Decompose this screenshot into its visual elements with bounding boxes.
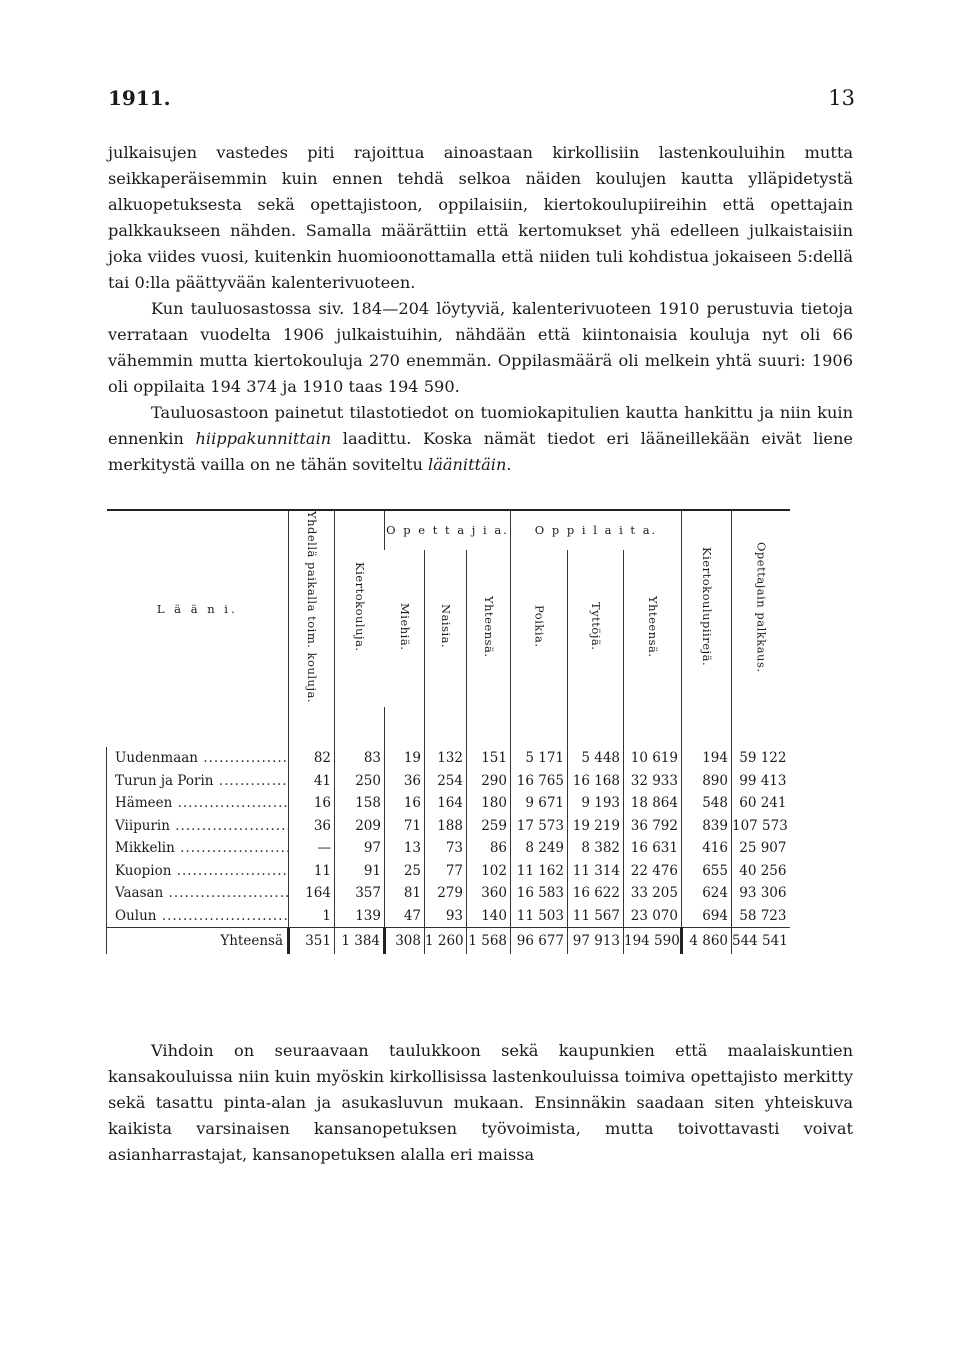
table-cell: 47 (385, 905, 425, 928)
table-cell: 279 (425, 882, 467, 905)
table-cell: 5 171 (511, 747, 568, 770)
table-cell: 16 (385, 792, 425, 815)
table-cell: 9 671 (511, 792, 568, 815)
table-cell: 25 (385, 860, 425, 883)
table-row (107, 747, 790, 770)
table-cell: 86 (467, 837, 511, 860)
table-cell: 416 (682, 837, 732, 860)
table-cell: 40 256 (732, 860, 790, 883)
table-cell: 151 (467, 747, 511, 770)
table-body (107, 747, 790, 954)
table-cell: 91 (335, 860, 385, 883)
row-label: Hämeen ..... (107, 792, 289, 815)
total-cell: 96 677 (511, 928, 568, 955)
table-cell: 71 (385, 815, 425, 838)
table-cell: 140 (467, 905, 511, 928)
table-cell: 18 864 (624, 792, 682, 815)
table-cell: — (289, 837, 335, 860)
table-row (107, 792, 790, 815)
table-cell: 102 (467, 860, 511, 883)
table-cell: 99 413 (732, 770, 790, 793)
table-cell: 22 476 (624, 860, 682, 883)
header-girls: Tyttöjä. (568, 550, 624, 707)
table-cell: 82 (289, 747, 335, 770)
table-cell: 11 162 (511, 860, 568, 883)
table-row (107, 905, 790, 928)
table-cell: 890 (682, 770, 732, 793)
table-row (107, 860, 790, 883)
total-cell: 308 (385, 928, 425, 955)
header-teachers-group: O p e t t a j i a. (385, 510, 511, 550)
table-row (107, 882, 790, 905)
row-label: Oulun ..... (107, 905, 289, 928)
table-cell: 17 573 (511, 815, 568, 838)
table-cell: 250 (335, 770, 385, 793)
table-cell: 158 (335, 792, 385, 815)
table-cell: 19 (385, 747, 425, 770)
table-total-row (107, 928, 790, 955)
table-cell: 32 933 (624, 770, 682, 793)
table-cell: 164 (289, 882, 335, 905)
table-cell: 73 (425, 837, 467, 860)
table-cell: 5 448 (568, 747, 624, 770)
table-cell: 107 573 (732, 815, 790, 838)
table-cell: 16 (289, 792, 335, 815)
table-cell: 60 241 (732, 792, 790, 815)
header-fixed-schools: Yhdellä paikalla toim. kouluja. (289, 510, 335, 707)
total-cell: 351 (289, 928, 335, 955)
table-cell: 93 (425, 905, 467, 928)
table-cell: 188 (425, 815, 467, 838)
table-cell: 16 583 (511, 882, 568, 905)
table-cell: 10 619 (624, 747, 682, 770)
table-cell: 77 (425, 860, 467, 883)
table-cell: 16 168 (568, 770, 624, 793)
table-cell: 41 (289, 770, 335, 793)
paragraph-3 (108, 400, 853, 478)
total-cell: 544 541 (732, 928, 790, 955)
total-cell: 1 568 (467, 928, 511, 955)
table-cell: 16 765 (511, 770, 568, 793)
table-cell: 83 (335, 747, 385, 770)
table-cell: 624 (682, 882, 732, 905)
total-cell: 1 260 (425, 928, 467, 955)
table-cell: 164 (425, 792, 467, 815)
header-pupils-group: O p p i l a i t a. (511, 510, 682, 550)
table-cell: 209 (335, 815, 385, 838)
body-text-bottom (108, 1038, 853, 1168)
paragraph-2: Kun tauluosastossa siv. 184—204 löytyviä, kalenterivuoteen 1910 perustuvia tietoja verrataan vuodelta 1906 julkaistuihin, nähdään että kiintonaisia kouluja nyt oli 66 vähemmin mutta kiertokouluja 270 enemmän. Oppilasmäärä oli melkein yhtä suuri: 1906 oli oppilaita 194 374 ja 1910 taas 194 590. (108, 299, 853, 396)
row-label: Viipurin ..... (107, 815, 289, 838)
paragraph-3-part2: laadittu. Koska nämät tiedot eri lääneillekään eivät liene merkitystä vailla on ne tähän soviteltu (108, 429, 854, 474)
row-label: Kuopion ..... (107, 860, 289, 883)
table-row (107, 815, 790, 838)
statistics-table (106, 509, 790, 954)
header-districts: Kiertokoulupiirejä. (682, 510, 732, 707)
total-label: Yhteensä (107, 928, 289, 955)
table-cell: 694 (682, 905, 732, 928)
table-cell: 360 (467, 882, 511, 905)
italic-hiippakunnittain: hiippakunnittain (195, 429, 332, 448)
table-cell: 16 631 (624, 837, 682, 860)
header-boys: Poikia. (511, 550, 568, 707)
table-cell: 13 (385, 837, 425, 860)
header-circulating-schools: Kiertokouluja. (335, 510, 385, 707)
table-cell: 59 122 (732, 747, 790, 770)
row-label: Turun ja Porin ..... (107, 770, 289, 793)
header-teachers-total: Yhteensä. (467, 550, 511, 707)
table-cell: 139 (335, 905, 385, 928)
table-cell: 132 (425, 747, 467, 770)
table-cell: 97 (335, 837, 385, 860)
table-cell: 33 205 (624, 882, 682, 905)
paragraph-3-part3: . (506, 455, 512, 474)
header-women: Naisia. (425, 550, 467, 707)
paragraph-4: Vihdoin on seuraavaan taulukkoon sekä kaupunkien että maalaiskuntien kansakouluissa niin kuin myöskin kirkollisissa lastenkouluissa toimiva opettajisto merkitty sekä tasattu pinta-alan ja asukasluvun mukaan. Ensinnäkin saadaan siten yhteiskuva kaikista varsinaisen kansanopetuksen työvoimista, mutta toivottavasti voivat asianharrastajat, kansanopetuksen alalla eri maissa (108, 1041, 853, 1164)
table-cell: 36 (385, 770, 425, 793)
table-cell: 36 792 (624, 815, 682, 838)
header-pupils-total: Yhteensä. (624, 550, 682, 707)
total-cell: 97 913 (568, 928, 624, 955)
table-cell: 254 (425, 770, 467, 793)
table-cell: 290 (467, 770, 511, 793)
table-cell: 839 (682, 815, 732, 838)
page-number: 13 (828, 86, 855, 110)
table-cell: 19 219 (568, 815, 624, 838)
table-cell: 11 567 (568, 905, 624, 928)
table-cell: 8 249 (511, 837, 568, 860)
row-label: Vaasan ..... (107, 882, 289, 905)
header-laani: L ä ä n i. (156, 602, 238, 617)
table-cell: 11 503 (511, 905, 568, 928)
total-cell: 1 384 (335, 928, 385, 955)
table-cell: 655 (682, 860, 732, 883)
table-cell: 93 306 (732, 882, 790, 905)
row-label: Mikkelin ..... (107, 837, 289, 860)
paragraph-1: julkaisujen vastedes piti rajoittua ainoastaan kirkollisiin lastenkouluihin mutta seikkaperäisemmin kuin ennen tehdä selkoa näiden koulujen kautta ylläpidetystä alkuopetuksesta sekä opettajistoon, oppilaisiin, kiertokoulupiireihin että opettajain palkkaukseen nähden. Samalla määrättiin että kertomukset yhä edelleen julkaistaisiin joka viides vuosi, kuitenkin huomioonottamalla että niiden tuli kohdistua jokaiseen 5:dellä tai 0:lla päättyvään kalenterivuoteen. (108, 143, 853, 292)
table-cell: 36 (289, 815, 335, 838)
table-cell: 58 723 (732, 905, 790, 928)
table-cell: 11 314 (568, 860, 624, 883)
table-cell: 259 (467, 815, 511, 838)
table-cell: 194 (682, 747, 732, 770)
body-text-top (108, 140, 853, 478)
italic-laanittain: läänittäin (428, 455, 507, 474)
total-cell: 4 860 (682, 928, 732, 955)
header-men: Miehiä. (397, 602, 412, 651)
table-cell: 548 (682, 792, 732, 815)
table-cell: 357 (335, 882, 385, 905)
table-cell: 8 382 (568, 837, 624, 860)
table-cell: 11 (289, 860, 335, 883)
table-cell: 81 (385, 882, 425, 905)
paragraph-3-part1: Tauluosastoon painetut tilastotiedot on tuomiokapitulien kautta hankittu ja niin kuin ennenkin (108, 403, 853, 448)
row-label: Uudenmaan ..... (107, 747, 289, 770)
running-header-year: 1911. (108, 86, 171, 110)
table-cell: 1 (289, 905, 335, 928)
table-cell: 180 (467, 792, 511, 815)
table-cell: 25 907 (732, 837, 790, 860)
total-cell: 194 590 (624, 928, 682, 955)
table-cell: 9 193 (568, 792, 624, 815)
table-row (107, 770, 790, 793)
header-salaries: Opettajain palkkaus. (732, 510, 790, 707)
table-cell: 23 070 (624, 905, 682, 928)
table-row (107, 837, 790, 860)
table-cell: 16 622 (568, 882, 624, 905)
